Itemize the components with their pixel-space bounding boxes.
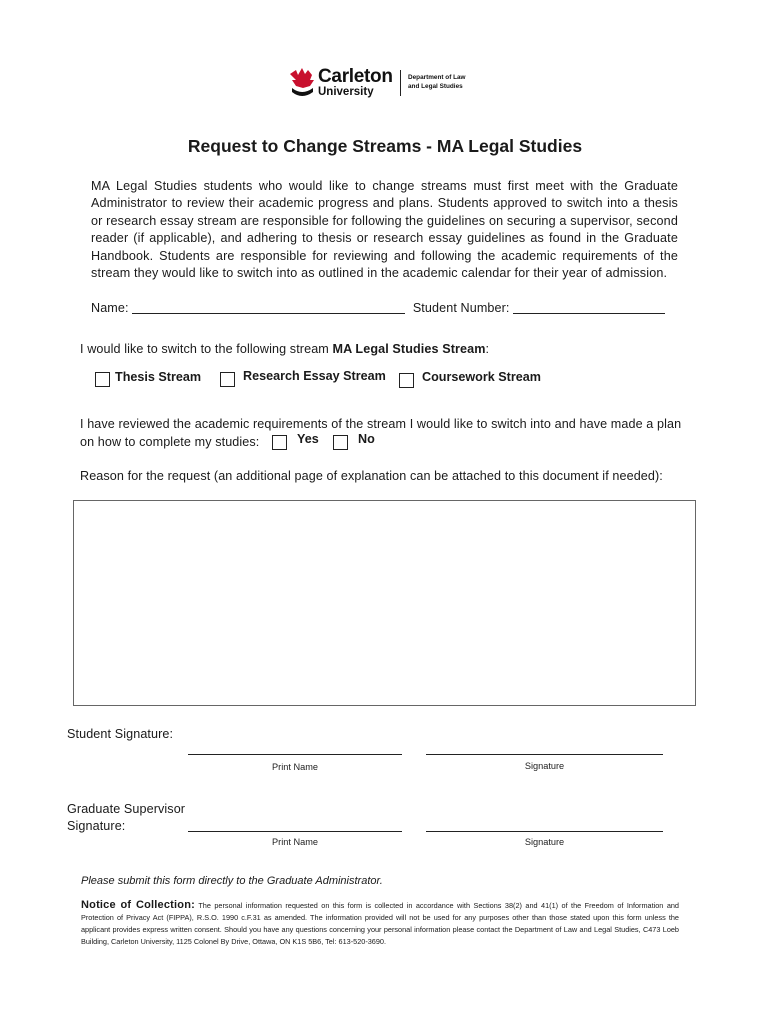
department-line-1: Department of Law — [408, 74, 466, 81]
department-name — [408, 73, 466, 91]
student-number-field[interactable] — [513, 301, 665, 314]
form-title: Request to Change Streams - MA Legal Studies — [187, 136, 583, 156]
department-line-2: and Legal Studies — [408, 83, 463, 90]
supervisor-print-name-line[interactable] — [188, 831, 402, 832]
logo-subtitle: University — [318, 86, 374, 98]
stream-prompt-suffix: : — [485, 342, 490, 356]
coursework-stream-checkbox[interactable] — [399, 373, 414, 388]
student-print-name-line[interactable] — [188, 754, 402, 755]
thesis-stream-label: Thesis Stream — [115, 370, 202, 384]
yes-label: Yes — [297, 432, 319, 446]
stream-prompt-prefix: I would like to switch to the following stream — [80, 342, 333, 356]
name-label: Name: — [91, 301, 129, 315]
supervisor-print-name-caption: Print Name — [272, 837, 318, 847]
reason-textarea[interactable] — [73, 500, 696, 706]
coursework-stream-label: Coursework Stream — [422, 370, 541, 384]
stream-prompt-bold: MA Legal Studies Stream — [332, 342, 486, 356]
logo-wordmark: Carleton — [318, 66, 393, 87]
review-statement-line-1: I have reviewed the academic requirements of the stream I would like to switch into and have made a plan — [80, 417, 682, 431]
notice-heading: Notice of Collection: — [81, 899, 196, 911]
stream-prompt — [80, 342, 489, 356]
maple-leaf-icon — [288, 66, 318, 100]
no-checkbox[interactable] — [333, 435, 348, 450]
student-signature-label: Student Signature: — [67, 727, 174, 741]
research-essay-stream-label: Research Essay Stream — [243, 369, 386, 383]
thesis-stream-checkbox[interactable] — [95, 372, 110, 387]
reason-label: Reason for the request (an additional page of explanation can be attached to this document if needed): — [80, 469, 663, 483]
supervisor-signature-label-line-1: Graduate Supervisor — [67, 802, 186, 816]
name-field[interactable] — [132, 301, 405, 314]
notice-body: The personal information requested on this form is collected in accordance with Sections 38(2) and 41(1) of the Freedom of Information and Protection of Privacy Act (FIPPA), R.S.O. 1990 c.F.31 as amended. The information provided will not be used for any purposes other than those stated upon this form unless the applicant provides express written consent. Should you have any questions concerning your personal information please contact the Department of Law and Legal Studies, C473 Loeb Building, Carleton University, 1125 Colonel By Drive, Ottawa, ON K1S 5B6, Tel: 613-520-3690. — [81, 901, 679, 946]
carleton-logo — [288, 66, 318, 100]
research-essay-stream-checkbox[interactable] — [220, 372, 235, 387]
student-number-label: Student Number: — [412, 301, 510, 315]
no-label: No — [358, 432, 375, 446]
supervisor-signature-label-line-2: Signature: — [67, 819, 126, 833]
yes-checkbox[interactable] — [272, 435, 287, 450]
supervisor-signature-line[interactable] — [426, 831, 663, 832]
logo-divider — [400, 70, 401, 96]
student-signature-line[interactable] — [426, 754, 663, 755]
submit-note: Please submit this form directly to the Graduate Administrator. — [81, 875, 383, 887]
student-signature-caption: Signature — [524, 761, 565, 771]
supervisor-signature-caption: Signature — [524, 837, 565, 847]
review-statement-line-2: on how to complete my studies: — [80, 435, 260, 449]
name-row — [91, 301, 665, 315]
student-print-name-caption: Print Name — [272, 762, 318, 772]
intro-paragraph: MA Legal Studies students who would like to change streams must first meet with the Graduate Administrator to review their academic progress and plans. Students approved to switch into a thesis or research essay stream are responsible for following the guidelines on securing a supervisor, second reader (if applicable), and adhering to thesis or research essay guidelines as found in the Graduate Handbook. Students are responsible for reviewing and following the academic requirements of the stream they would like to switch into as outlined in the academic calendar for their year of admission. — [91, 179, 678, 281]
notice-of-collection — [81, 899, 679, 948]
